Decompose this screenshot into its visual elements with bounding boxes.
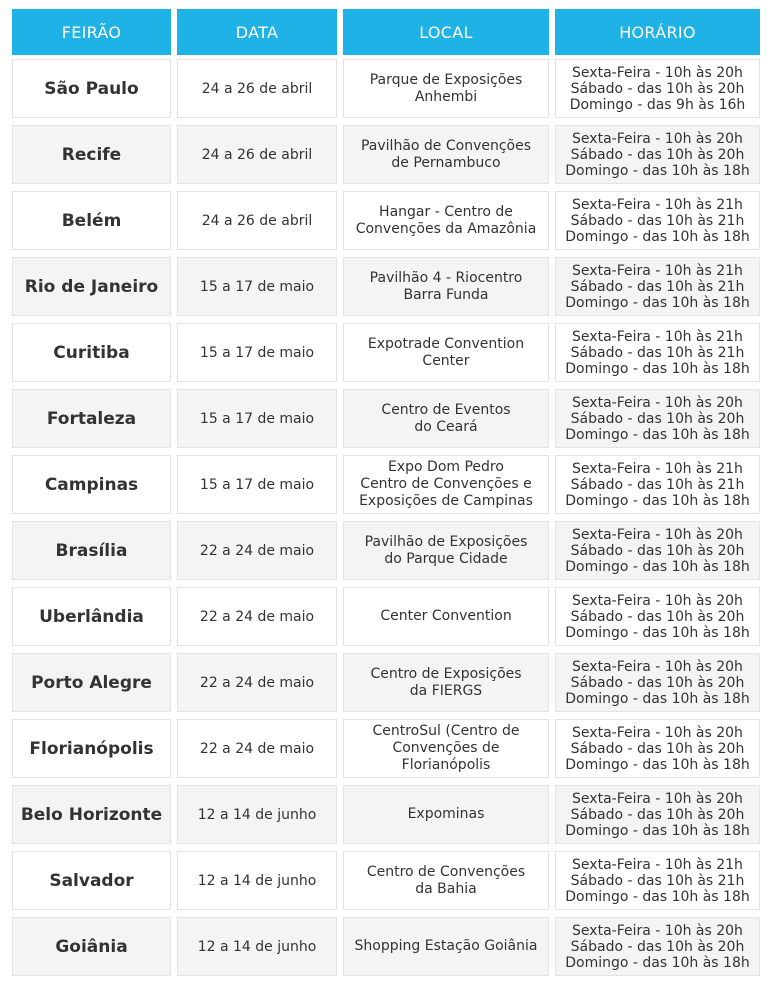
local-cell: Pavilhão de Convenções de Pernambuco — [343, 125, 549, 184]
header-local: LOCAL — [343, 9, 549, 55]
date-cell: 22 a 24 de maio — [177, 521, 337, 580]
city-cell: Goiânia — [12, 917, 171, 976]
city-cell: Florianópolis — [12, 719, 171, 778]
hours-cell: Sexta-Feira - 10h às 21h Sábado - das 10h às 21h Domingo - das 10h às 18h — [555, 257, 760, 316]
city-cell: São Paulo — [12, 59, 171, 118]
local-cell: Expotrade Convention Center — [343, 323, 549, 382]
date-cell: 24 a 26 de abril — [177, 59, 337, 118]
table-row — [12, 521, 762, 580]
table-header — [12, 9, 762, 55]
date-cell: 15 a 17 de maio — [177, 323, 337, 382]
city-cell: Belém — [12, 191, 171, 250]
date-cell: 15 a 17 de maio — [177, 389, 337, 448]
date-cell: 24 a 26 de abril — [177, 125, 337, 184]
hours-cell: Sexta-Feira - 10h às 20h Sábado - das 10h às 20h Domingo - das 10h às 18h — [555, 125, 760, 184]
table-row — [12, 191, 762, 250]
table-row — [12, 257, 762, 316]
date-cell: 24 a 26 de abril — [177, 191, 337, 250]
hours-cell: Sexta-Feira - 10h às 20h Sábado - das 10h às 20h Domingo - das 10h às 18h — [555, 917, 760, 976]
city-cell: Fortaleza — [12, 389, 171, 448]
table-row — [12, 785, 762, 844]
city-cell: Porto Alegre — [12, 653, 171, 712]
local-cell: Centro de Convenções da Bahia — [343, 851, 549, 910]
local-cell: Pavilhão de Exposições do Parque Cidade — [343, 521, 549, 580]
hours-cell: Sexta-Feira - 10h às 20h Sábado - das 10h às 20h Domingo - das 10h às 18h — [555, 587, 760, 646]
date-cell: 12 a 14 de junho — [177, 917, 337, 976]
local-cell: Center Convention — [343, 587, 549, 646]
table-row — [12, 323, 762, 382]
local-cell: Pavilhão 4 - Riocentro Barra Funda — [343, 257, 549, 316]
hours-cell: Sexta-Feira - 10h às 20h Sábado - das 10h às 20h Domingo - das 9h às 16h — [555, 59, 760, 118]
schedule-table — [12, 9, 762, 983]
header-feirao: FEIRÃO — [12, 9, 171, 55]
local-cell: CentroSul (Centro de Convenções de Florianópolis — [343, 719, 549, 778]
date-cell: 15 a 17 de maio — [177, 257, 337, 316]
hours-cell: Sexta-Feira - 10h às 20h Sábado - das 10h às 20h Domingo - das 10h às 18h — [555, 653, 760, 712]
table-row — [12, 917, 762, 976]
city-cell: Curitiba — [12, 323, 171, 382]
table-row — [12, 587, 762, 646]
local-cell: Shopping Estação Goiânia — [343, 917, 549, 976]
city-cell: Uberlândia — [12, 587, 171, 646]
local-cell: Hangar - Centro de Convenções da Amazônia — [343, 191, 549, 250]
date-cell: 22 a 24 de maio — [177, 653, 337, 712]
table-row — [12, 653, 762, 712]
table-row — [12, 719, 762, 778]
date-cell: 12 a 14 de junho — [177, 785, 337, 844]
header-horario: HORÁRIO — [555, 9, 760, 55]
local-cell: Expo Dom Pedro Centro de Convenções e Exposições de Campinas — [343, 455, 549, 514]
hours-cell: Sexta-Feira - 10h às 20h Sábado - das 10h às 20h Domingo - das 10h às 18h — [555, 521, 760, 580]
table-body — [12, 59, 762, 976]
city-cell: Campinas — [12, 455, 171, 514]
table-row — [12, 851, 762, 910]
hours-cell: Sexta-Feira - 10h às 21h Sábado - das 10h às 21h Domingo - das 10h às 18h — [555, 191, 760, 250]
date-cell: 22 a 24 de maio — [177, 719, 337, 778]
local-cell: Centro de Exposições da FIERGS — [343, 653, 549, 712]
date-cell: 12 a 14 de junho — [177, 851, 337, 910]
table-row — [12, 59, 762, 118]
hours-cell: Sexta-Feira - 10h às 20h Sábado - das 10h às 20h Domingo - das 10h às 18h — [555, 719, 760, 778]
city-cell: Rio de Janeiro — [12, 257, 171, 316]
hours-cell: Sexta-Feira - 10h às 21h Sábado - das 10h às 21h Domingo - das 10h às 18h — [555, 323, 760, 382]
city-cell: Recife — [12, 125, 171, 184]
date-cell: 15 a 17 de maio — [177, 455, 337, 514]
hours-cell: Sexta-Feira - 10h às 20h Sábado - das 10h às 20h Domingo - das 10h às 18h — [555, 389, 760, 448]
hours-cell: Sexta-Feira - 10h às 21h Sábado - das 10h às 21h Domingo - das 10h às 18h — [555, 851, 760, 910]
table-row — [12, 389, 762, 448]
date-cell: 22 a 24 de maio — [177, 587, 337, 646]
local-cell: Centro de Eventos do Ceará — [343, 389, 549, 448]
header-data: DATA — [177, 9, 337, 55]
hours-cell: Sexta-Feira - 10h às 20h Sábado - das 10h às 20h Domingo - das 10h às 18h — [555, 785, 760, 844]
local-cell: Parque de Exposições Anhembi — [343, 59, 549, 118]
city-cell: Brasília — [12, 521, 171, 580]
local-cell: Expominas — [343, 785, 549, 844]
city-cell: Belo Horizonte — [12, 785, 171, 844]
table-row — [12, 455, 762, 514]
table-row — [12, 125, 762, 184]
city-cell: Salvador — [12, 851, 171, 910]
hours-cell: Sexta-Feira - 10h às 21h Sábado - das 10h às 21h Domingo - das 10h às 18h — [555, 455, 760, 514]
